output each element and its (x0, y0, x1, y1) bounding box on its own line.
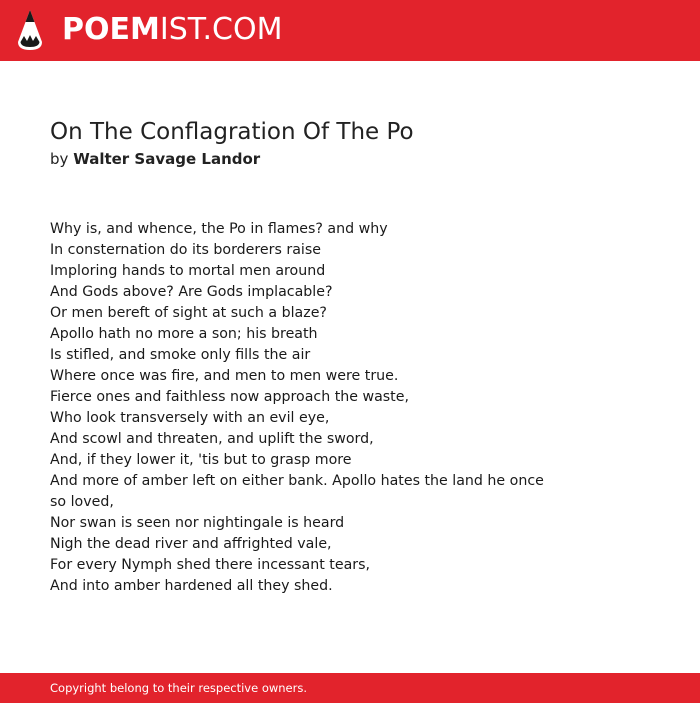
poem-body (50, 219, 560, 597)
poem-line: Or men bereft of sight at such a blaze? (50, 305, 327, 321)
poem-line: In consternation do its borderers raise (50, 242, 321, 258)
poem-title: On The Conflagration Of The Po (50, 119, 414, 145)
poem-author: Walter Savage Landor (73, 150, 261, 168)
poem-line: Where once was fire, and men to men were true. (50, 368, 399, 384)
poem-line: And Gods above? Are Gods implacable? (50, 284, 333, 300)
logo-bold-text: POEM (62, 12, 160, 47)
poem-line: And more of amber left on either bank. Apollo hates the land he once so loved, (50, 473, 544, 510)
logo-light-text: IST.COM (159, 12, 283, 47)
poem-line: Nigh the dead river and affrighted vale, (50, 536, 332, 552)
site-header (0, 0, 700, 61)
poem-line: Is stifled, and smoke only fills the air (50, 347, 311, 363)
pencil-tip-icon (16, 9, 44, 51)
poem-line: For every Nymph shed there incessant tears, (50, 557, 371, 573)
poem-line: And scowl and threaten, and uplift the sword, (50, 431, 374, 447)
poem-line: Who look transversely with an evil eye, (50, 410, 330, 426)
site-logo[interactable] (62, 11, 282, 49)
poem-line: And into amber hardened all they shed. (50, 578, 333, 594)
poem-line: And, if they lower it, 'tis but to grasp more (50, 452, 352, 468)
poem-byline (50, 149, 260, 169)
site-footer (0, 673, 700, 703)
poem-line: Fierce ones and faithless now approach the waste, (50, 389, 409, 405)
by-label: by (50, 150, 69, 168)
poem-line: Apollo hath no more a son; his breath (50, 326, 318, 342)
poem-line: Nor swan is seen nor nightingale is heard (50, 515, 345, 531)
poem-line: Why is, and whence, the Po in flames? and why (50, 221, 388, 237)
copyright-notice: Copyright belong to their respective owners. (50, 681, 308, 695)
poem-line: Imploring hands to mortal men around (50, 263, 326, 279)
